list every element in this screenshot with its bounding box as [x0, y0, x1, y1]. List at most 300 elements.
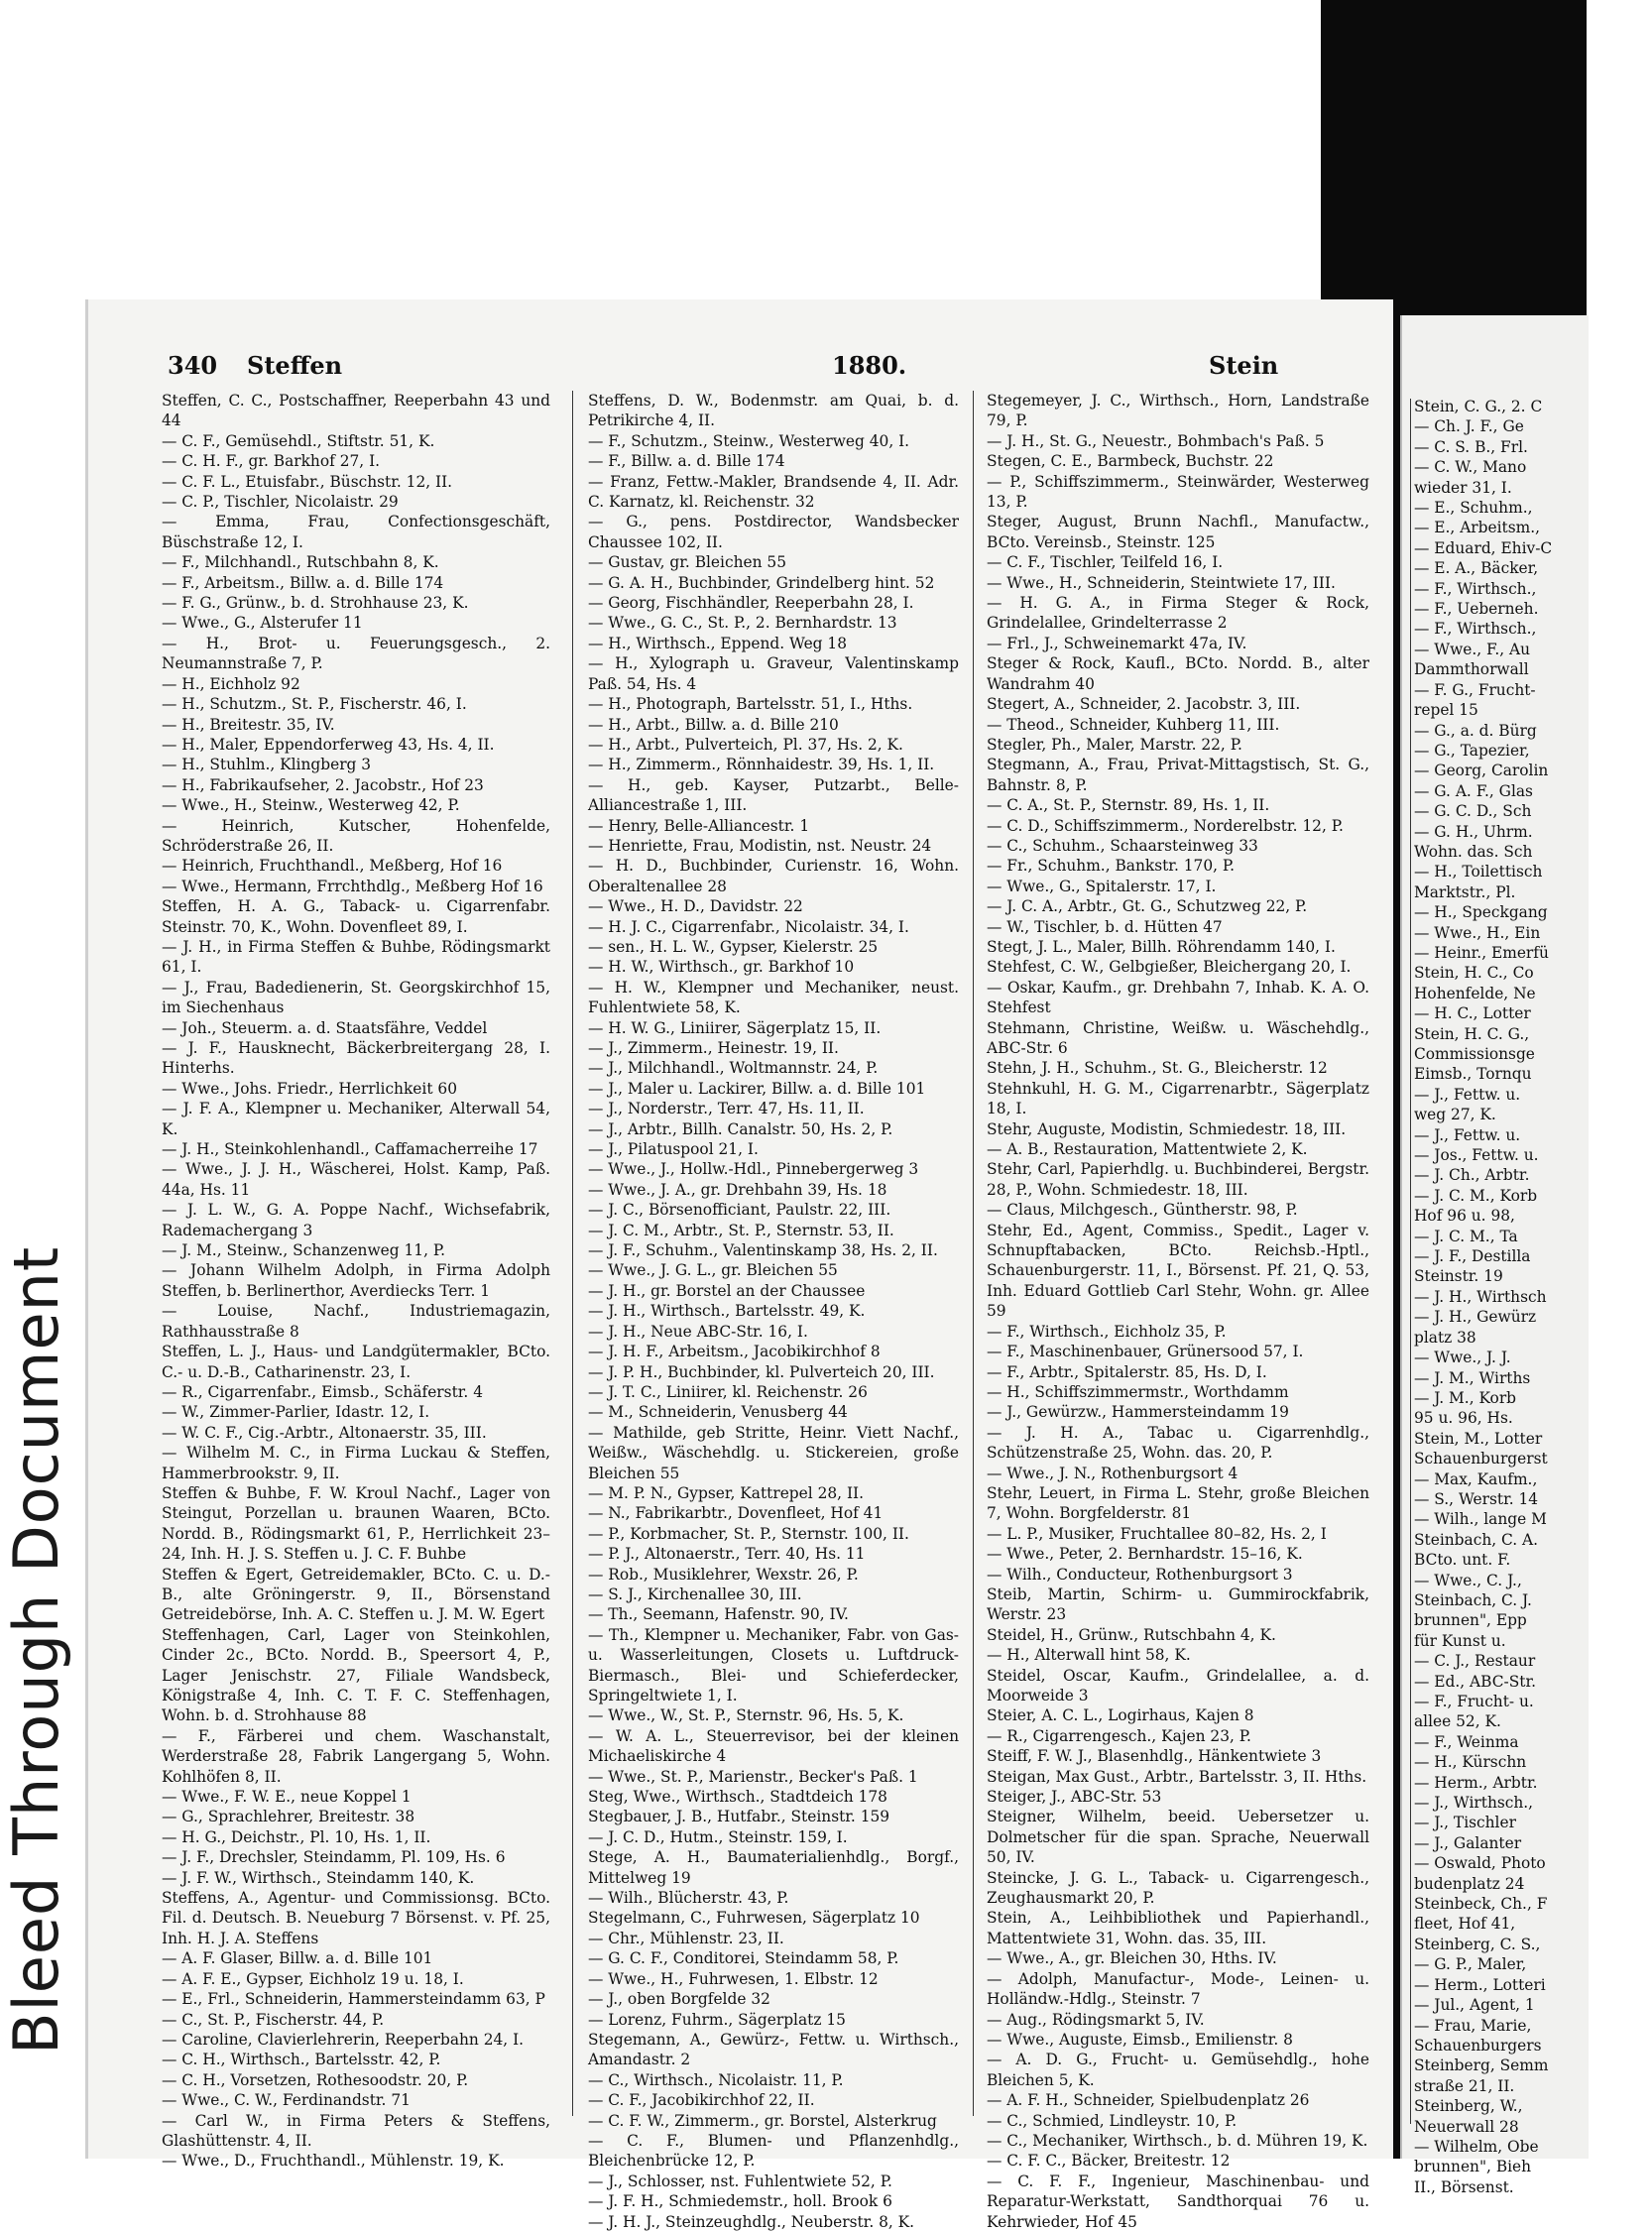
directory-entry: — Wwe., J. G. L., gr. Bleichen 55 — [588, 1261, 838, 1280]
directory-entry: Stehr, Leuert, in Firma L. Stehr, große Bleichen 7, Wohn. Borgfelderstr. 81 — [987, 1483, 1369, 1523]
directory-entry: Steffens, D. W., Bodenmstr. am Quai, b. d. Petrikirche 4, II. — [588, 392, 959, 430]
adjacent-page-line: für Kunst u. — [1414, 1631, 1506, 1650]
adjacent-page-line: — H., Kürschn — [1414, 1753, 1527, 1772]
adjacent-page-line: Steinberg, Semm — [1414, 2056, 1549, 2075]
directory-entry: — J. H. A., Tabac u. Cigarrenhdlg., Schützenstraße 25, Wohn. das. 20, P. — [987, 1423, 1369, 1463]
directory-entry: — Th., Klempner u. Mechaniker, Fabr. von Gas- u. Wasserleitungen, Closets u. Luftdruck-Biermasch., Blei- und Schieferdecker, Springeltwiete 1, I. — [588, 1625, 959, 1704]
directory-entry: Steier, A. C. L., Logirhaus, Kajen 8 — [987, 1706, 1254, 1725]
directory-entry: — H., Maler, Eppendorferweg 43, Hs. 4, II. — [162, 735, 495, 754]
directory-entry: — C., St. P., Fischerstr. 44, P. — [162, 2010, 385, 2029]
directory-entry: — Wwe., Peter, 2. Bernhardstr. 15–16, K. — [987, 1545, 1303, 1564]
directory-entry: Stegelmann, C., Fuhrwesen, Sägerplatz 10 — [588, 1909, 920, 1928]
directory-entry: — F., Arbeitsm., Billw. a. d. Bille 174 — [162, 573, 444, 592]
directory-entry: Stehr, Ed., Agent, Commiss., Spedit., Lager v. Schnupftabacken, BCto. Reichsb.-Hptl., Schauenburgerstr. 11, I., Börsenst. Pf. 21, Q. 53, Inh. Eduard Gottlieb Carl Stehr, Wohn. gr. Allee 59 — [987, 1221, 1369, 1321]
adjacent-page-line: Stein, H. C. G., — [1414, 1024, 1530, 1043]
directory-entry: Steidel, Oscar, Kaufm., Grindelallee, a. d. Moorweide 3 — [987, 1666, 1369, 1704]
directory-entry: Stein, A., Leihbibliothek und Papierhandl., Mattentwiete 31, Wohn. das. 35, III. — [987, 1909, 1369, 1947]
adjacent-page-line: — G., a. d. Bürg — [1414, 721, 1537, 740]
directory-entry: — H. G., Deichstr., Pl. 10, Hs. 1, II. — [162, 1827, 431, 1846]
column-divider — [572, 391, 573, 2116]
directory-entry: — Fr., Schuhm., Bankstr. 170, P. — [987, 857, 1236, 876]
adjacent-page-line: — E., Schuhm., — [1414, 499, 1533, 518]
directory-entry: — H., Alterwall hint 58, K. — [987, 1646, 1191, 1665]
column-divider — [1410, 399, 1411, 2124]
adjacent-page-line: Marktstr., Pl. — [1414, 882, 1516, 901]
adjacent-page-line: weg 27, K. — [1414, 1106, 1496, 1124]
directory-entry: — Wwe., H., Fuhrwesen, 1. Elbstr. 12 — [588, 1969, 879, 1988]
adjacent-page-line: Schauenburgerst — [1414, 1450, 1548, 1468]
adjacent-page-line: — F., Wirthsch., — [1414, 579, 1537, 598]
directory-entry: Steffen, C. C., Postschaffner, Reeperbahn 43 und 44 — [162, 392, 550, 430]
directory-entry: — H. W., Klempner und Mechaniker, neust. Fuhlentwiete 58, K. — [588, 978, 959, 1017]
directory-entry: — Wilh., Blücherstr. 43, P. — [588, 1889, 789, 1908]
adjacent-page-line: Dammthorwall — [1414, 660, 1529, 679]
directory-entry: Stege, A. H., Baumaterialienhdlg., Borgf., Mittelweg 19 — [588, 1848, 959, 1887]
directory-entry: — H., Wirthsch., Eppend. Weg 18 — [588, 634, 848, 652]
directory-entry: — J. H. J., Steinzeughdlg., Neuberstr. 8, K. — [588, 2212, 915, 2231]
directory-entry: — F. G., Grünw., b. d. Strohhause 23, K. — [162, 594, 469, 613]
directory-entry: — F., Wirthsch., Eichholz 35, P. — [987, 1322, 1227, 1341]
adjacent-page-line: — Oswald, Photo — [1414, 1854, 1546, 1873]
directory-entry: — C. F. F., Ingenieur, Maschinenbau- und Reparatur-Werkstatt, Sandthorquai 76 u. Kehrwieder, Hof 45 — [987, 2172, 1369, 2231]
directory-entry: — Johann Wilhelm Adolph, in Firma Adolph Steffen, b. Berlinerthor, Averdiecks Terr. 1 — [162, 1261, 550, 1300]
directory-entry: — J. C. M., Arbtr., St. P., Sternstr. 53, II. — [588, 1221, 894, 1239]
directory-entry: Stehmann, Christine, Weißw. u. Wäschehdlg., ABC-Str. 6 — [987, 1018, 1369, 1057]
adjacent-page-line: — J. M., Korb — [1414, 1388, 1517, 1407]
directory-entry: — M., Schneiderin, Venusberg 44 — [588, 1403, 848, 1422]
directory-entry: — Adolph, Manufactur-, Mode-, Leinen- u. Holländw.-Hdlg., Steinstr. 7 — [987, 1969, 1369, 2009]
directory-entry: — Wwe., D., Fruchthandl., Mühlenstr. 19, K. — [162, 2152, 505, 2171]
directory-entry: — L. P., Musiker, Fruchtallee 80–82, Hs. 2, I — [987, 1524, 1327, 1543]
adjacent-page-fragment — [1400, 315, 1589, 2196]
directory-entry: — Aug., Rödingsmarkt 5, IV. — [987, 2010, 1205, 2029]
directory-entry: — F., Schutzm., Steinw., Westerweg 40, I. — [588, 431, 910, 450]
directory-entry: — H. W. G., Liniirer, Sägerplatz 15, II. — [588, 1018, 882, 1037]
directory-entry: Stegler, Ph., Maler, Marstr. 22, P. — [987, 735, 1242, 754]
directory-entry: — M. P. N., Gypser, Kattrepel 28, II. — [588, 1483, 865, 1502]
directory-entry: — Wwe., W., St. P., Sternstr. 96, Hs. 5, K. — [588, 1706, 904, 1725]
adjacent-page-line: Wohn. das. Sch — [1414, 842, 1533, 861]
directory-entry: Stegert, A., Schneider, 2. Jacobstr. 3, III. — [987, 695, 1301, 714]
header-right-keyword: Stein — [1209, 351, 1279, 380]
directory-entry: — H., Schiffszimmermstr., Worthdamm — [987, 1382, 1289, 1401]
directory-entry: — H., Xylograph u. Graveur, Valentinskamp Paß. 54, Hs. 4 — [588, 654, 959, 693]
directory-entry: — C., Schuhm., Schaarsteinweg 33 — [987, 836, 1258, 855]
directory-entry: — R., Cigarrengesch., Kajen 23, P. — [987, 1726, 1251, 1745]
directory-entry: — Heinrich, Fruchthandl., Meßberg, Hof 16 — [162, 857, 503, 876]
adjacent-page-line: Stein, C. G., 2. C — [1414, 398, 1543, 415]
directory-entry: — E., Frl., Schneiderin, Hammersteindamm 63, P — [162, 1990, 545, 2009]
directory-entry: Stehn, J. H., Schuhm., St. G., Bleicherstr. 12 — [987, 1059, 1328, 1078]
directory-entry: — A. F. E., Gypser, Eichholz 19 u. 18, I. — [162, 1969, 464, 1988]
directory-entry: — C. D., Schiffszimmerm., Norderelbstr. 12, P. — [987, 816, 1344, 835]
bleed-through-caption: Bleed Through Document — [0, 1245, 72, 2055]
directory-entry: — J. F. W., Wirthsch., Steindamm 140, K. — [162, 1868, 475, 1887]
adjacent-page-line: — J., Galanter — [1414, 1833, 1522, 1852]
adjacent-page-line: — C. J., Restaur — [1414, 1652, 1536, 1671]
directory-entry: — J. C. D., Hutm., Steinstr. 159, I. — [588, 1827, 848, 1846]
directory-entry: Steg, Wwe., Wirthsch., Stadtdeich 178 — [588, 1788, 887, 1807]
directory-entry: — H. D., Buchbinder, Curienstr. 16, Wohn. Oberaltenallee 28 — [588, 857, 959, 895]
adjacent-page-line: — H., Toilettisch — [1414, 863, 1543, 881]
directory-entry: — Emma, Frau, Confectionsgeschäft, Büschstraße 12, I. — [162, 513, 550, 551]
adjacent-page-line: — C. W., Mano — [1414, 458, 1527, 477]
column-divider — [973, 391, 974, 2116]
directory-entry: — Georg, Fischhändler, Reeperbahn 28, I. — [588, 594, 914, 613]
directory-entry: — J., Zimmerm., Heinestr. 19, II. — [588, 1039, 839, 1057]
adjacent-page-line: repel 15 — [1414, 701, 1478, 720]
directory-entry: — Wwe., Johs. Friedr., Herrlichkeit 60 — [162, 1079, 457, 1098]
directory-entry: — Wilhelm M. C., in Firma Luckau & Steffen, Hammerbrookstr. 9, II. — [162, 1444, 550, 1482]
adjacent-page-line: — J., Fettw. u. — [1414, 1085, 1521, 1104]
directory-entry: — Wwe., Hermann, Frrchthdlg., Meßberg Hof 16 — [162, 877, 543, 895]
directory-entry: — H., Schutzm., St. P., Fischerstr. 46, I. — [162, 695, 467, 714]
directory-entry: — Henriette, Frau, Modistin, nst. Neustr. 24 — [588, 836, 932, 855]
directory-entry: Steffenhagen, Carl, Lager von Steinkohlen, Cinder 2c., BCto. Nordd. B., Speersort 4, P., Lager Jenischstr. 27, Filiale Wandsbeck, Königstraße 4, Inh. C. T. F. C. Steffenhagen, Wohn. b. d. Strohhause 88 — [162, 1625, 550, 1725]
adjacent-page-line: — S., Werstr. 14 — [1414, 1489, 1539, 1508]
adjacent-page-line: — J. H., Gewürz — [1414, 1308, 1537, 1327]
adjacent-page-line: II., Börsenst. — [1414, 2177, 1514, 2196]
directory-entry: — Wwe., J., Hollw.-Hdl., Pinnebergerweg 3 — [588, 1160, 919, 1179]
directory-entry: — Henry, Belle-Alliancestr. 1 — [588, 816, 810, 835]
directory-entry: — S. J., Kirchenallee 30, III. — [588, 1585, 802, 1603]
directory-entry: Stegt, J. L., Maler, Billh. Röhrendamm 140, I. — [987, 937, 1336, 956]
adjacent-page-line: Steinstr. 19 — [1414, 1267, 1503, 1286]
directory-entry: Steigan, Max Gust., Arbtr., Bartelsstr. 3, II. Hths. — [987, 1767, 1367, 1786]
directory-entry: — H. W., Wirthsch., gr. Barkhof 10 — [588, 958, 855, 977]
adjacent-page-line: fleet, Hof 41, — [1414, 1915, 1516, 1934]
adjacent-page-line: — J. M., Wirths — [1414, 1368, 1531, 1387]
adjacent-page-line: — C. S. B., Frl. — [1414, 437, 1528, 456]
adjacent-page-line: — G., Tapezier, — [1414, 741, 1530, 760]
directory-entry: Steffen & Buhbe, F. W. Kroul Nachf., Lager von Steingut, Porzellan u. braunen Waaren, BCto. Nordd. B., Rödingsmarkt 61, P., Herrlichkeit 23–24, Inh. H. J. S. Steffen u. J. C. F. Buhbe — [162, 1483, 550, 1564]
directory-entry: — J., Pilatuspool 21, I. — [588, 1140, 759, 1159]
directory-column-1 — [162, 391, 550, 2171]
directory-entry: — C. H., Wirthsch., Bartelsstr. 42, P. — [162, 2051, 441, 2069]
adjacent-page-line: brunnen", Bieh — [1414, 2158, 1532, 2176]
directory-entry: Steidel, H., Grünw., Rutschbahn 4, K. — [987, 1625, 1276, 1644]
directory-entry: Steigner, Wilhelm, beeid. Uebersetzer u. Dolmetscher für die span. Sprache, Neuerwall 50, IV. — [987, 1808, 1369, 1867]
directory-entry: — H., Fabrikaufseher, 2. Jacobstr., Hof 23 — [162, 775, 484, 794]
directory-entry: — Rob., Musiklehrer, Wexstr. 26, P. — [588, 1565, 859, 1584]
directory-entry: — F., Färberei und chem. Waschanstalt, Werderstraße 28, Fabrik Langergang 5, Wohn. Kohlhöfen 8, II. — [162, 1726, 550, 1786]
directory-entry: Steiger, J., ABC-Str. 53 — [987, 1788, 1162, 1807]
directory-entry: — H., Breitestr. 35, IV. — [162, 715, 335, 734]
adjacent-page-line: Steinberg, C. S., — [1414, 1935, 1541, 1953]
directory-entry: — Wilh., Conducteur, Rothenburgsort 3 — [987, 1565, 1293, 1584]
directory-entry: Steiff, F. W. J., Blasenhdlg., Hänkentwiete 3 — [987, 1747, 1322, 1766]
directory-entry: — C., Mechaniker, Wirthsch., b. d. Mühren 19, K. — [987, 2131, 1368, 2150]
adjacent-page-line: — F., Weinma — [1414, 1732, 1519, 1751]
directory-entry: — Franz, Fettw.-Makler, Brandsende 4, II. Adr. C. Karnatz, kl. Reichenstr. 32 — [588, 472, 959, 512]
adjacent-page-line: — J., Wirthsch., — [1414, 1794, 1534, 1813]
adjacent-page-line: — J. F., Destilla — [1414, 1247, 1531, 1266]
directory-entry: — J. H., gr. Borstel an der Chaussee — [588, 1281, 866, 1300]
directory-entry: — Th., Seemann, Hafenstr. 90, IV. — [588, 1605, 849, 1624]
adjacent-page-line: platz 38 — [1414, 1328, 1476, 1347]
directory-entry: — P. J., Altonaerstr., Terr. 40, Hs. 11 — [588, 1545, 866, 1564]
directory-entry: — N., Fabrikarbtr., Dovenfleet, Hof 41 — [588, 1504, 884, 1523]
directory-entry: — J. T. C., Liniirer, kl. Reichenstr. 26 — [588, 1382, 868, 1401]
adjacent-page-line: BCto. unt. F. — [1414, 1551, 1511, 1570]
directory-entry: — J. F. A., Klempner u. Mechaniker, Alterwall 54, K. — [162, 1100, 550, 1138]
adjacent-page-line: Steinbach, C. A. — [1414, 1530, 1539, 1549]
directory-entry: Stehnkuhl, H. G. M., Cigarrenarbtr., Sägerplatz 18, I. — [987, 1079, 1369, 1118]
directory-entry: — P., Schiffszimmerm., Steinwärder, Westerweg 13, P. — [987, 472, 1369, 512]
directory-entry: — P., Korbmacher, St. P., Sternstr. 100, II. — [588, 1524, 909, 1543]
directory-entry: Steger & Rock, Kaufl., BCto. Nordd. B., alter Wandrahm 40 — [987, 654, 1369, 693]
directory-entry: Stehr, Carl, Papierhdlg. u. Buchbinderei, Bergstr. 28, P., Wohn. Schmiedestr. 18, III. — [987, 1160, 1369, 1199]
directory-entry: — Wwe., C. W., Ferdinandstr. 71 — [162, 2091, 411, 2110]
directory-entry: Steffen & Egert, Getreidemakler, BCto. C. u. D.-B., alte Gröningerstr. 9, II., Börsenstand Getreidebörse, Inh. A. C. Steffen u. J. M. W. Egert — [162, 1565, 550, 1624]
adjacent-page-line: — H., Speckgang — [1414, 903, 1548, 922]
directory-entry: — G., pens. Postdirector, Wandsbecker Chaussee 102, II. — [588, 513, 959, 551]
page-number: 340 — [168, 351, 218, 380]
directory-entry: — J. H., in Firma Steffen & Buhbe, Rödingsmarkt 61, I. — [162, 937, 550, 977]
adjacent-page-line: — H. C., Lotter — [1414, 1004, 1531, 1023]
adjacent-page-line: — Herm., Arbtr. — [1414, 1773, 1538, 1792]
directory-entry: — Louise, Nachf., Industriemagazin, Rathhausstraße 8 — [162, 1302, 550, 1341]
directory-entry: — Wwe., Auguste, Eimsb., Emilienstr. 8 — [987, 2030, 1293, 2049]
adjacent-page-line: Steinbach, C. J. — [1414, 1590, 1532, 1609]
adjacent-page-line: — Herm., Lotteri — [1414, 1975, 1546, 1994]
directory-entry: — Wwe., A., gr. Bleichen 30, Hths. IV. — [987, 1949, 1277, 1968]
adjacent-page-line: — J. Ch., Arbtr. — [1414, 1166, 1530, 1185]
directory-entry: — Wwe., G., Spitalerstr. 17, I. — [987, 877, 1217, 895]
directory-entry: — J. F., Hausknecht, Bäckerbreitergang 28, I. Hinterhs. — [162, 1039, 550, 1078]
adjacent-page-line: — Ed., ABC-Str. — [1414, 1672, 1537, 1691]
directory-entry: — J. H., St. G., Neuestr., Bohmbach's Paß. 5 — [987, 431, 1325, 450]
directory-entry: — Oskar, Kaufm., gr. Drehbahn 7, Inhab. K. A. O. Stehfest — [987, 978, 1369, 1017]
adjacent-page-column — [1414, 397, 1652, 2197]
directory-entry: Stegen, C. E., Barmbeck, Buchstr. 22 — [987, 452, 1274, 471]
directory-entry: — H., geb. Kayser, Putzarbt., Belle-Alliancestraße 1, III. — [588, 775, 959, 815]
directory-entry: — Wwe., G. C., St. P., 2. Bernhardstr. 13 — [588, 614, 897, 633]
directory-entry: Steincke, J. G. L., Taback- u. Cigarrengesch., Zeughausmarkt 20, P. — [987, 1868, 1369, 1908]
directory-entry: — A. B., Restauration, Mattentwiete 2, K. — [987, 1140, 1308, 1159]
directory-entry: — H., Eichholz 92 — [162, 674, 300, 693]
directory-entry: — C. F., Jacobikirchhof 22, II. — [588, 2091, 815, 2110]
directory-entry: — A. F. Glaser, Billw. a. d. Bille 101 — [162, 1949, 433, 1968]
directory-entry: — Wwe., F. W. E., neue Koppel 1 — [162, 1788, 412, 1807]
adjacent-page-line: Hof 96 u. 98, — [1414, 1207, 1515, 1226]
adjacent-page-line: — Max, Kaufm., — [1414, 1469, 1538, 1488]
directory-entry: — H. G. A., in Firma Steger & Rock, Grindelallee, Grindelterrasse 2 — [987, 594, 1369, 633]
adjacent-page-line: — Wwe., H., Ein — [1414, 923, 1541, 942]
adjacent-page-line: Schauenburgers — [1414, 2036, 1542, 2055]
adjacent-page-line: Eimsb., Tornqu — [1414, 1065, 1532, 1084]
directory-entry: — C. F., Tischler, Teilfeld 16, I. — [987, 553, 1224, 572]
header-left-keyword: Steffen — [247, 351, 343, 380]
directory-entry: Steffen, L. J., Haus- und Landgütermakler, BCto. C.- u. D.-B., Catharinenstr. 23, I. — [162, 1343, 550, 1381]
directory-entry: — H., Zimmerm., Rönnhaidestr. 39, Hs. 1, II. — [588, 756, 935, 774]
adjacent-page-line: Stein, H. C., Co — [1414, 964, 1534, 983]
adjacent-page-line: Hohenfelde, Ne — [1414, 984, 1536, 1002]
directory-entry: — C., Wirthsch., Nicolaistr. 11, P. — [588, 2070, 844, 2089]
adjacent-page-line: — J. C. M., Korb — [1414, 1186, 1538, 1205]
directory-entry: — J. H., Steinkohlenhandl., Caffamacherreihe 17 — [162, 1140, 538, 1159]
directory-entry: — Joh., Steuerm. a. d. Staatsfähre, Veddel — [162, 1018, 488, 1037]
directory-entry: — J. M., Steinw., Schanzenweg 11, P. — [162, 1241, 445, 1260]
header-year: 1880. — [832, 351, 907, 380]
directory-entry: Steffens, A., Agentur- und Commissionsg. BCto. Fil. d. Deutsch. B. Neueburg 7 Börsenst. v. Pf. 25, Inh. H. J. A. Steffens — [162, 1889, 550, 1947]
directory-entry: — Frl., J., Schweinemarkt 47a, IV. — [987, 634, 1247, 652]
adjacent-page-line: — J., Tischler — [1414, 1814, 1516, 1832]
directory-column-3 — [987, 391, 1369, 2231]
adjacent-page-line: brunnen", Epp — [1414, 1611, 1527, 1630]
adjacent-page-line: — G. A. F., Glas — [1414, 781, 1533, 800]
directory-entry: — Wwe., J. J. H., Wäscherei, Holst. Kamp, Paß. 44a, Hs. 11 — [162, 1160, 550, 1199]
directory-entry: — A. D. G., Frucht- u. Gemüsehdlg., hohe Bleichen 5, K. — [987, 2051, 1369, 2089]
directory-entry: — sen., H. L. W., Gypser, Kielerstr. 25 — [588, 937, 879, 956]
adjacent-page-line: budenplatz 24 — [1414, 1874, 1525, 1893]
directory-entry: — Wwe., G., Alsterufer 11 — [162, 614, 363, 633]
directory-column-2 — [588, 391, 959, 2231]
directory-entry: — F., Billw. a. d. Bille 174 — [588, 452, 785, 471]
directory-entry: — R., Cigarrenfabr., Eimsb., Schäferstr. 4 — [162, 1382, 483, 1401]
directory-entry: — Wwe., H. D., Davidstr. 22 — [588, 897, 803, 916]
directory-entry: — J. F. H., Schmiedemstr., holl. Brook 6 — [588, 2192, 892, 2211]
adjacent-page-line: Neuerwall 28 — [1414, 2117, 1519, 2136]
directory-entry: — W. A. L., Steuerrevisor, bei der kleinen Michaeliskirche 4 — [588, 1726, 959, 1766]
adjacent-page-line: — Frau, Marie, — [1414, 2016, 1532, 2035]
adjacent-page-line: — J. C. M., Ta — [1414, 1227, 1518, 1245]
directory-entry: — F., Maschinenbauer, Grünersood 57, I. — [987, 1343, 1304, 1361]
directory-entry: — Chr., Mühlenstr. 23, II. — [588, 1929, 784, 1947]
directory-entry: — J. F., Schuhm., Valentinskamp 38, Hs. 2, II. — [588, 1241, 938, 1260]
directory-entry: — C. F., Gemüsehdl., Stiftstr. 51, K. — [162, 431, 435, 450]
adjacent-page-line: — F., Ueberneh. — [1414, 600, 1539, 619]
adjacent-page-line: Stein, M., Lotter — [1414, 1429, 1543, 1448]
directory-entry: — H. J. C., Cigarrenfabr., Nicolaistr. 34, I. — [588, 917, 909, 936]
directory-entry: Steger, August, Brunn Nachfl., Manufactw., BCto. Vereinsb., Steinstr. 125 — [987, 513, 1369, 551]
directory-entry: — A. F. H., Schneider, Spielbudenplatz 26 — [987, 2091, 1310, 2110]
adjacent-page-line: Steinbeck, Ch., F — [1414, 1895, 1548, 1914]
directory-entry: — Lorenz, Fuhrm., Sägerplatz 15 — [588, 2010, 846, 2029]
adjacent-page-line: 95 u. 96, Hs. — [1414, 1409, 1513, 1428]
adjacent-page-line: — E., Arbeitsm., — [1414, 519, 1541, 537]
directory-entry: — J., oben Borgfelde 32 — [588, 1990, 770, 2009]
adjacent-page-line: — Ch. J. F., Ge — [1414, 417, 1524, 436]
directory-entry: — C. P., Tischler, Nicolaistr. 29 — [162, 493, 399, 512]
adjacent-page-line: — E. A., Bäcker, — [1414, 559, 1539, 578]
directory-entry: — H., Photograph, Bartelsstr. 51, I., Hths. — [588, 695, 913, 714]
adjacent-page-line: — G. C. D., Sch — [1414, 802, 1532, 821]
directory-entry: — Theod., Schneider, Kuhberg 11, III. — [987, 715, 1280, 734]
directory-entry: Stegemann, A., Gewürz-, Fettw. u. Wirthsch., Amandastr. 2 — [588, 2030, 959, 2069]
adjacent-page-line: — Heinr., Emerfü — [1414, 943, 1549, 962]
directory-entry: — W., Zimmer-Parlier, Idastr. 12, I. — [162, 1403, 430, 1422]
adjacent-page-line: — F., Wirthsch., — [1414, 620, 1537, 639]
directory-entry: — C. F. L., Etuisfabr., Büschstr. 12, II. — [162, 472, 453, 491]
directory-entry: — Claus, Milchgesch., Güntherstr. 98, P. — [987, 1201, 1298, 1220]
directory-entry: — Wwe., H., Schneiderin, Steintwiete 17, III. — [987, 573, 1336, 592]
directory-entry: — F., Arbtr., Spitalerstr. 85, Hs. D, I. — [987, 1362, 1267, 1381]
directory-entry: Stegmann, A., Frau, Privat-Mittagstisch, St. G., Bahnstr. 8, P. — [987, 756, 1369, 794]
adjacent-page-line: — Wilh., lange M — [1414, 1510, 1547, 1529]
adjacent-page-line: — Wilhelm, Obe — [1414, 2137, 1539, 2156]
adjacent-page-line: — Eduard, Ehiv-C — [1414, 538, 1553, 557]
adjacent-page-line: — Jos., Fettw. u. — [1414, 1146, 1539, 1165]
directory-entry: — Wwe., St. P., Marienstr., Becker's Paß. 1 — [588, 1767, 918, 1786]
directory-entry: — C. F. W., Zimmerm., gr. Borstel, Alsterkrug — [588, 2111, 937, 2130]
directory-entry: — J., Milchhandl., Woltmannstr. 24, P. — [588, 1059, 879, 1078]
directory-entry: — J. F., Drechsler, Steindamm, Pl. 109, Hs. 6 — [162, 1848, 506, 1867]
directory-entry: — Carl W., in Firma Peters & Steffens, Glashüttenstr. 4, II. — [162, 2111, 550, 2150]
directory-entry: — W., Tischler, b. d. Hütten 47 — [987, 917, 1223, 936]
adjacent-page-line: — G. P., Maler, — [1414, 1955, 1527, 1974]
directory-entry: — Wwe., H., Steinw., Westerweg 42, P. — [162, 796, 460, 815]
directory-entry: — J., Norderstr., Terr. 47, Hs. 11, II. — [588, 1100, 865, 1118]
adjacent-page-line: — Wwe., F., Au — [1414, 640, 1531, 658]
directory-entry: — Mathilde, geb Stritte, Heinr. Viett Nachf., Weißw., Wäschehdlg. u. Stickereien, große Bleichen 55 — [588, 1423, 959, 1482]
directory-entry: — J. L. W., G. A. Poppe Nachf., Wichsefabrik, Rademachergang 3 — [162, 1201, 550, 1239]
directory-entry: — C. H. F., gr. Barkhof 27, I. — [162, 452, 381, 471]
directory-entry: — Wwe., J. A., gr. Drehbahn 39, Hs. 18 — [588, 1180, 887, 1199]
directory-entry: — C. H., Vorsetzen, Rothesoodstr. 20, P. — [162, 2070, 469, 2089]
directory-entry: — G., Sprachlehrer, Breitestr. 38 — [162, 1808, 415, 1826]
directory-entry: Stehfest, C. W., Gelbgießer, Bleichergang 20, I. — [987, 958, 1352, 977]
directory-entry: Steib, Martin, Schirm- u. Gummirockfabrik, Werstr. 23 — [987, 1585, 1369, 1624]
directory-entry: — H., Stuhlm., Klingberg 3 — [162, 756, 372, 774]
directory-entry: Stehr, Auguste, Modistin, Schmiedestr. 18, III. — [987, 1119, 1347, 1138]
directory-entry: — J., Schlosser, nst. Fuhlentwiete 52, P. — [588, 2172, 892, 2190]
adjacent-page-line: allee 52, K. — [1414, 1712, 1501, 1731]
adjacent-page-line: straße 21, II. — [1414, 2076, 1515, 2095]
directory-entry: — G. A. H., Buchbinder, Grindelberg hint. 52 — [588, 573, 935, 592]
directory-entry: — C. F., Blumen- und Pflanzenhdlg., Bleichenbrücke 12, P. — [588, 2131, 959, 2171]
directory-entry: — J., Frau, Badedienerin, St. Georgskirchhof 15, im Siechenhaus — [162, 978, 550, 1017]
directory-entry: — Wwe., J. N., Rothenburgsort 4 — [987, 1464, 1239, 1482]
directory-entry: — C., Schmied, Lindleystr. 10, P. — [987, 2111, 1238, 2130]
adjacent-page-line: — Wwe., C. J., — [1414, 1571, 1522, 1589]
directory-page — [85, 299, 1393, 2231]
directory-entry: — J. H. F., Arbeitsm., Jacobikirchhof 8 — [588, 1343, 881, 1361]
directory-entry: — J. C., Börsenofficiant, Paulstr. 22, III. — [588, 1201, 891, 1220]
page-header — [168, 351, 1308, 385]
directory-entry: — J. P. H., Buchbinder, kl. Pulverteich 20, III. — [588, 1362, 935, 1381]
adjacent-page-line: — Wwe., J. J. — [1414, 1349, 1511, 1367]
directory-entry: — C. F. C., Bäcker, Breitestr. 12 — [987, 2152, 1231, 2171]
directory-entry: — F., Milchhandl., Rutschbahn 8, K. — [162, 553, 439, 572]
directory-entry: — J., Arbtr., Billh. Canalstr. 50, Hs. 2, P. — [588, 1119, 893, 1138]
adjacent-page-line: — G. H., Uhrm. — [1414, 822, 1533, 841]
adjacent-page-line: — J., Fettw. u. — [1414, 1125, 1521, 1144]
directory-entry: — C. A., St. P., Sternstr. 89, Hs. 1, II. — [987, 796, 1270, 815]
directory-entry: — H., Arbt., Pulverteich, Pl. 37, Hs. 2, K. — [588, 735, 903, 754]
adjacent-page-line: — F., Frucht- u. — [1414, 1693, 1534, 1710]
adjacent-page-line: Steinberg, W., — [1414, 2097, 1523, 2116]
directory-entry: — Gustav, gr. Bleichen 55 — [588, 553, 786, 572]
adjacent-page-line: — J. H., Wirthsch — [1414, 1287, 1547, 1306]
directory-entry: — J., Maler u. Lackirer, Billw. a. d. Bille 101 — [588, 1079, 926, 1098]
directory-entry: — J. H., Wirthsch., Bartelsstr. 49, K. — [588, 1302, 866, 1321]
directory-entry: — H., Arbt., Billw. a. d. Bille 210 — [588, 715, 839, 734]
adjacent-page-line: — F. G., Frucht- — [1414, 680, 1536, 699]
adjacent-page-line: — Georg, Carolin — [1414, 762, 1549, 780]
adjacent-page-line: wieder 31, I. — [1414, 478, 1512, 497]
directory-entry: — J. H., Neue ABC-Str. 16, I. — [588, 1322, 808, 1341]
directory-entry: — J. C. A., Arbtr., Gt. G., Schutzweg 22, P. — [987, 897, 1308, 916]
directory-entry: — G. C. F., Conditorei, Steindamm 58, P. — [588, 1949, 899, 1968]
directory-entry: Stegbauer, J. B., Hutfabr., Steinstr. 159 — [588, 1808, 890, 1826]
directory-entry: — W. C. F., Cig.-Arbtr., Altonaerstr. 35, III. — [162, 1423, 487, 1442]
adjacent-page-line: — Jul., Agent, 1 — [1414, 1996, 1535, 2015]
directory-entry: — Heinrich, Kutscher, Hohenfelde, Schröderstraße 26, II. — [162, 816, 550, 855]
adjacent-page-line: Commissionsge — [1414, 1045, 1535, 1063]
directory-entry: — Caroline, Clavierlehrerin, Reeperbahn 24, I. — [162, 2030, 525, 2049]
directory-entry: Stegemeyer, J. C., Wirthsch., Horn, Landstraße 79, P. — [987, 392, 1369, 430]
